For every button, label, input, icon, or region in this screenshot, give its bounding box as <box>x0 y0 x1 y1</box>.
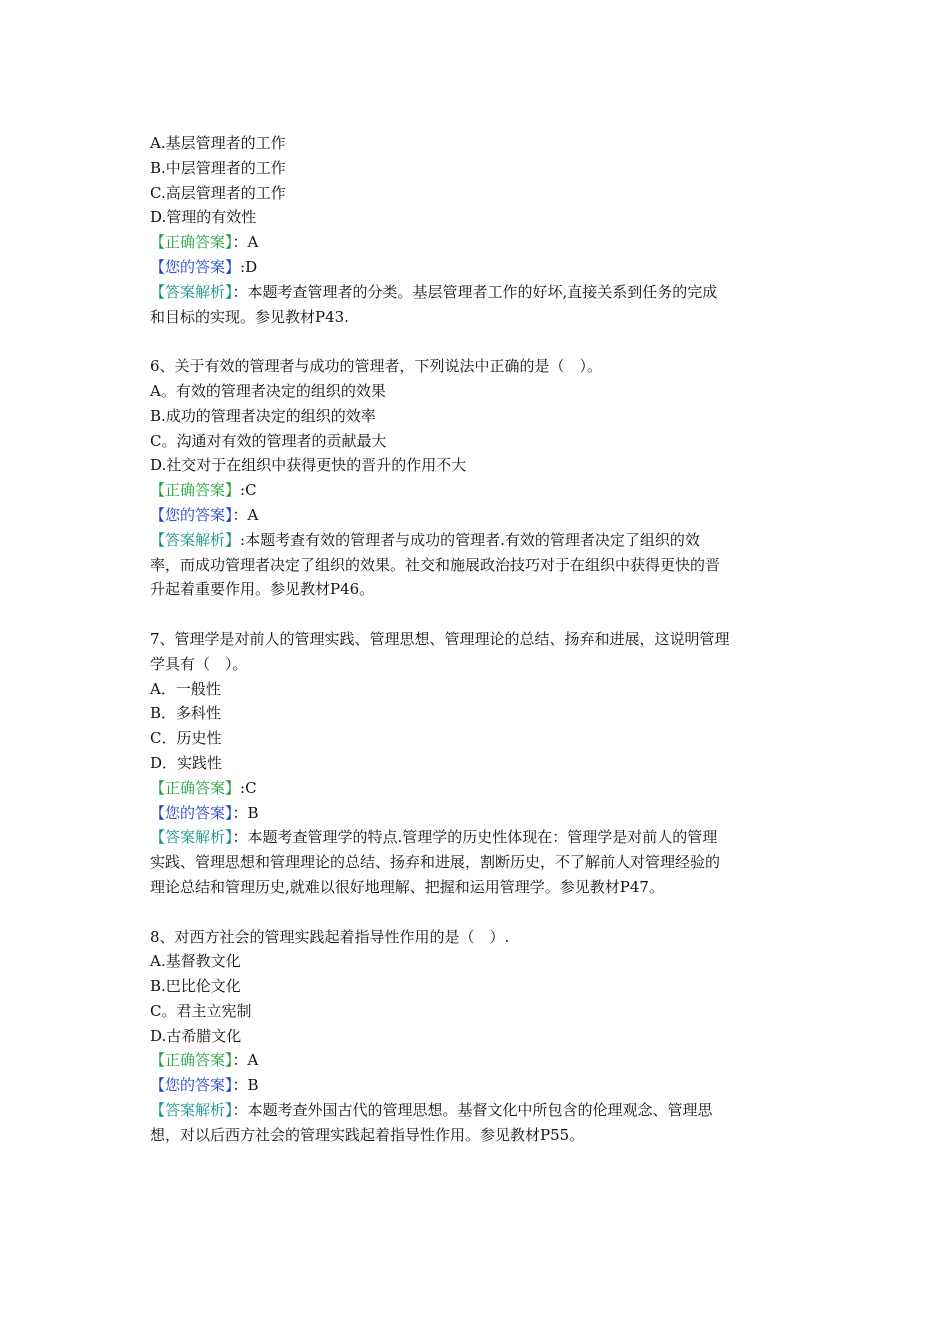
spacer <box>150 900 810 925</box>
your-answer <box>150 801 810 826</box>
option-c: C。君主立宪制 <box>150 1001 252 1020</box>
analysis-line <box>150 280 810 305</box>
question-text: 6、关于有效的管理者与成功的管理者，下列说法中正确的是（ ）。 <box>150 357 603 376</box>
analysis-text: ：本题考查管理学的特点.管理学的历史性体现在：管理学是对前人的管理 <box>232 828 718 847</box>
your-answer-label: 【您的答案】 <box>150 803 233 822</box>
analysis-label: 【答案解析】 <box>150 1101 233 1120</box>
correct-answer-value: :C <box>240 481 257 500</box>
analysis-label: 【答案解析】 <box>150 282 233 301</box>
option-c: C。沟通对有效的管理者的贡献最大 <box>150 431 387 450</box>
analysis-text: :本题考查有效的管理者与成功的管理者.有效的管理者决定了组织的效 <box>240 530 700 549</box>
question-block <box>150 627 810 900</box>
option-c: C.高层管理者的工作 <box>150 183 286 202</box>
analysis-line: 实践、管理思想和管理理论的总结、扬弃和进展，割断历史，不了解前人对管理经验的 <box>150 853 721 872</box>
option-d: D.古希腊文化 <box>150 1026 242 1045</box>
analysis-line: 想，对以后西方社会的管理实践起着指导性作用。参见教材P55。 <box>150 1125 585 1144</box>
analysis-line <box>150 528 810 553</box>
your-answer-label: 【您的答案】 <box>150 505 233 524</box>
your-answer <box>150 503 810 528</box>
analysis-line: 升起着重要作用。参见教材P46。 <box>150 580 375 599</box>
option-b: B.巴比伦文化 <box>150 977 241 996</box>
spacer <box>150 602 810 627</box>
option-a: A.基督教文化 <box>150 952 241 971</box>
your-answer-label: 【您的答案】 <box>150 1076 233 1095</box>
analysis-text: ：本题考查外国古代的管理思想。基督文化中所包含的伦理观念、管理思 <box>232 1101 713 1120</box>
correct-answer <box>150 1048 810 1073</box>
option-d: D．实践性 <box>150 753 223 772</box>
question-block <box>150 354 810 602</box>
your-answer-value: ：B <box>232 803 259 822</box>
analysis-line: 率，而成功管理者决定了组织的效果。社交和施展政治技巧对于在组织中获得更快的晋 <box>150 555 721 574</box>
analysis-line: 和目标的实现。参见教材P43. <box>150 307 349 326</box>
question-block <box>150 131 810 329</box>
option-a: A.基层管理者的工作 <box>150 134 286 152</box>
correct-answer-label: 【正确答案】 <box>150 481 241 500</box>
correct-answer <box>150 776 810 801</box>
analysis-label: 【答案解析】 <box>150 530 241 549</box>
your-answer-label: 【您的答案】 <box>150 257 241 276</box>
correct-answer-value: ：A <box>232 233 259 252</box>
option-d: D.管理的有效性 <box>150 208 257 227</box>
option-d: D.社交对于在组织中获得更快的晋升的作用不大 <box>150 456 467 475</box>
your-answer <box>150 255 810 280</box>
option-b: B.中层管理者的工作 <box>150 158 286 177</box>
option-b: B.成功的管理者决定的组织的效率 <box>150 406 376 425</box>
correct-answer-label: 【正确答案】 <box>150 233 233 252</box>
question-text: 8、对西方社会的管理实践起着指导性作用的是（ ）. <box>150 927 510 946</box>
correct-answer <box>150 478 810 503</box>
question-block <box>150 925 810 1148</box>
option-a: A。有效的管理者决定的组织的效果 <box>150 381 386 400</box>
analysis-label: 【答案解析】 <box>150 828 233 847</box>
analysis-line <box>150 825 810 850</box>
question-text: 7、管理学是对前人的管理实践、管理思想、管理理论的总结、扬弃和进展，这说明管理 <box>150 629 730 648</box>
analysis-text: ：本题考查管理者的分类。基层管理者工作的好坏,直接关系到任务的完成 <box>232 282 718 301</box>
your-answer <box>150 1073 810 1098</box>
correct-answer-value: :C <box>240 778 257 797</box>
your-answer-value: ：B <box>232 1076 259 1095</box>
option-a: A．一般性 <box>150 679 221 698</box>
document-page <box>150 131 810 1148</box>
analysis-line: 理论总结和管理历史,就难以很好地理解、把握和运用管理学。参见教材P47。 <box>150 877 664 896</box>
analysis-line <box>150 1098 810 1123</box>
correct-answer-label: 【正确答案】 <box>150 1051 233 1070</box>
question-text: 学具有（ ）。 <box>150 654 248 673</box>
your-answer-value: ：A <box>232 505 259 524</box>
correct-answer <box>150 230 810 255</box>
your-answer-value: :D <box>240 257 258 276</box>
correct-answer-label: 【正确答案】 <box>150 778 241 797</box>
option-b: B．多科性 <box>150 704 222 723</box>
option-c: C．历史性 <box>150 729 222 748</box>
correct-answer-value: ：A <box>232 1051 259 1070</box>
spacer <box>150 329 810 354</box>
